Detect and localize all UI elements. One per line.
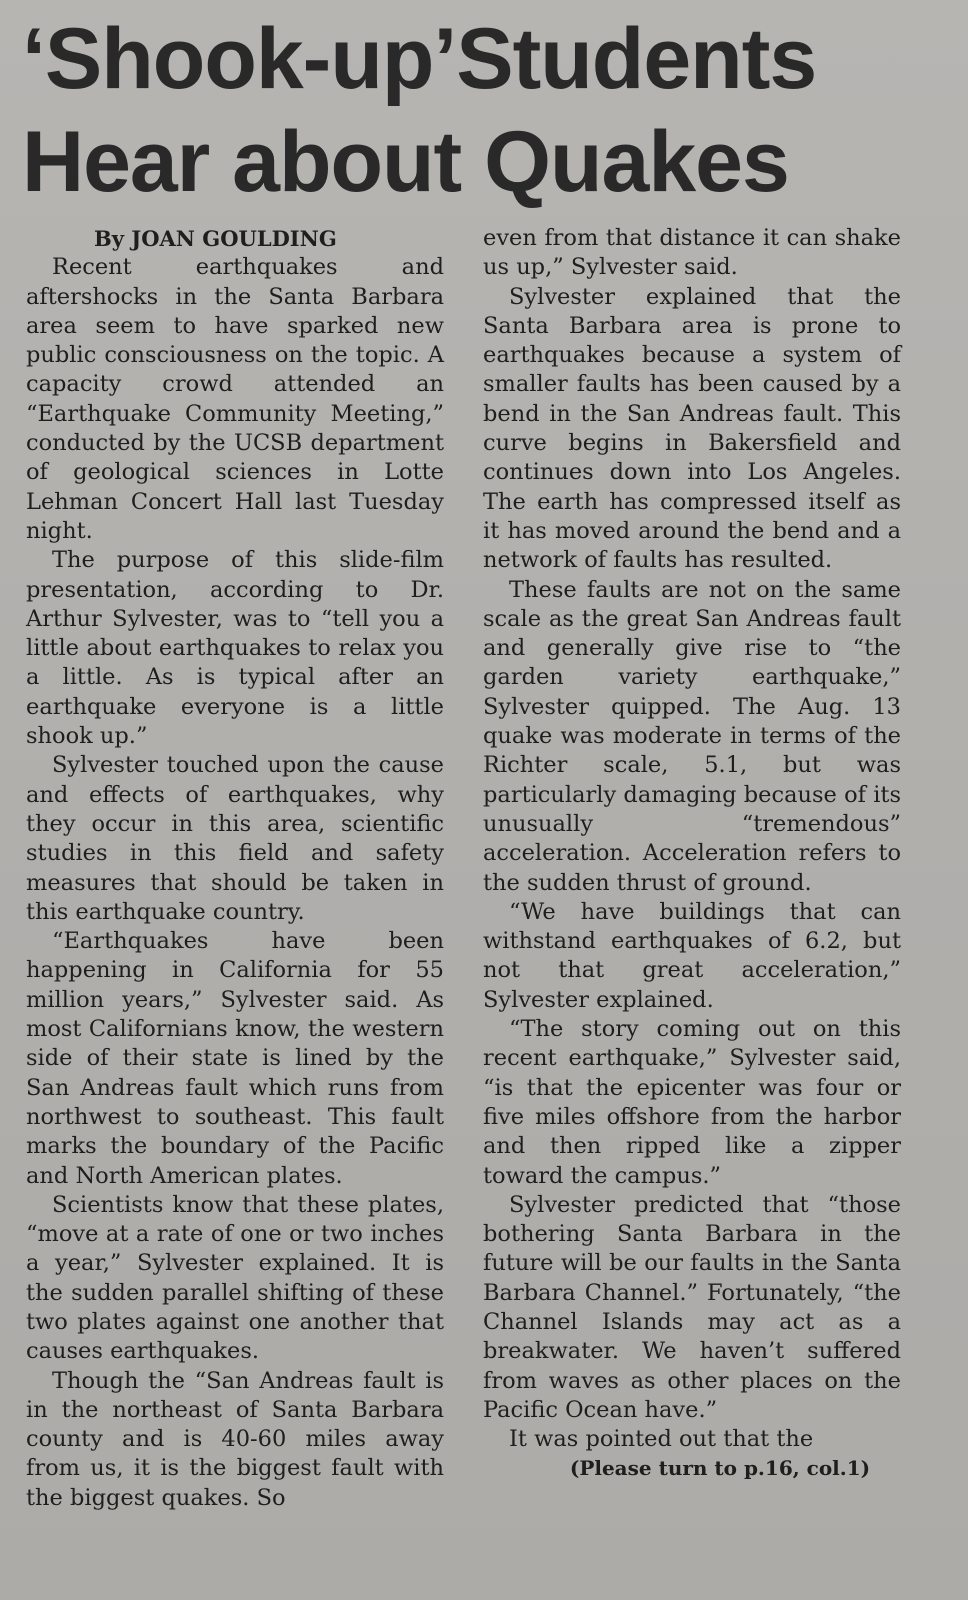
paragraph: Sylvester predicted that “those bothering Santa Barbara in the future will be our faults in the Santa Barbara Channel.” Fortunately, “the Channel Islands may act as a breakwater. We haven’t suffered from waves as other places on the Pacific Ocean have.” — [483, 1191, 901, 1423]
paragraph: Sylvester explained that the Santa Barbara area is prone to earthquakes because a system of smaller faults has been caused by a bend in the San Andreas fault. This curve begins in Bakersfield and continues down into Los Angeles. The earth has compressed itself as it has moved around the bend and a network of faults has resulted. — [483, 283, 901, 574]
article-column-right — [483, 224, 901, 1484]
paragraph: Though the “San Andreas fault is in the northeast of Santa Barbara county and is 40-60 miles away from us, it is the biggest fault with the biggest quakes. So — [26, 1367, 444, 1511]
paragraph: The purpose of this slide-film presentation, according to Dr. Arthur Sylvester, was to “tell you a little about earthquakes to relax you a little. As is typical after an earthquake everyone is a little shook up.” — [26, 547, 444, 750]
paragraph: Scientists know that these plates, “move at a rate of one or two inches a year,” Sylvester explained. It is the sudden parallel shifting of these two plates against one another that causes earthquakes. — [26, 1191, 444, 1365]
headline — [22, 8, 952, 214]
paragraph: “The story coming out on this recent earthquake,” Sylvester said, “is that the epicenter was four or five miles offshore from the harbor and then ripped like a zipper toward the campus.” — [483, 1016, 901, 1189]
paragraph: It was pointed out that the — [509, 1426, 814, 1453]
paragraph: “Earthquakes have been happening in California for 55 million years,” Sylvester said. As most Californians know, the western side of their state is lined by the San Andreas fault which runs from northwest to southeast. This fault marks the boundary of the Pacific and North American plates. — [26, 928, 444, 1189]
paragraph-continuation: even from that distance it can shake us up,” Sylvester said. — [483, 225, 901, 281]
paragraph: Recent earthquakes and aftershocks in the Santa Barbara area seem to have sparked new public consciousness on the topic. A capacity crowd attended an “Earthquake Community Meeting,” conducted by the UCSB department of geological sciences in Lotte Lehman Concert Hall last Tuesday night. — [26, 254, 444, 544]
headline-line-2: Hear about Quakes — [22, 114, 789, 210]
jump-line: (Please turn to p.16, col.1) — [569, 1456, 871, 1481]
byline: By JOAN GOULDING — [94, 226, 337, 251]
paragraph: Sylvester touched upon the cause and effects of earthquakes, why they occur in this area, scientific studies in this field and safety measures that should be taken in this earthquake country. — [26, 752, 444, 925]
headline-line-1: ‘Shook-up’Students — [22, 11, 817, 107]
paragraph: These faults are not on the same scale as the great San Andreas fault and generally give rise to “the garden variety earthquake,” Sylvester quipped. The Aug. 13 quake was moderate in terms of the Richter scale, 5.1, but was particularly damaging because of its unusually “tremendous” acceleration. Acceleration refers to the sudden thrust of ground. — [483, 576, 901, 896]
article-column-left — [26, 224, 444, 1513]
paragraph: “We have buildings that can withstand earthquakes of 6.2, but not that great acceleration,” Sylvester explained. — [483, 898, 901, 1013]
